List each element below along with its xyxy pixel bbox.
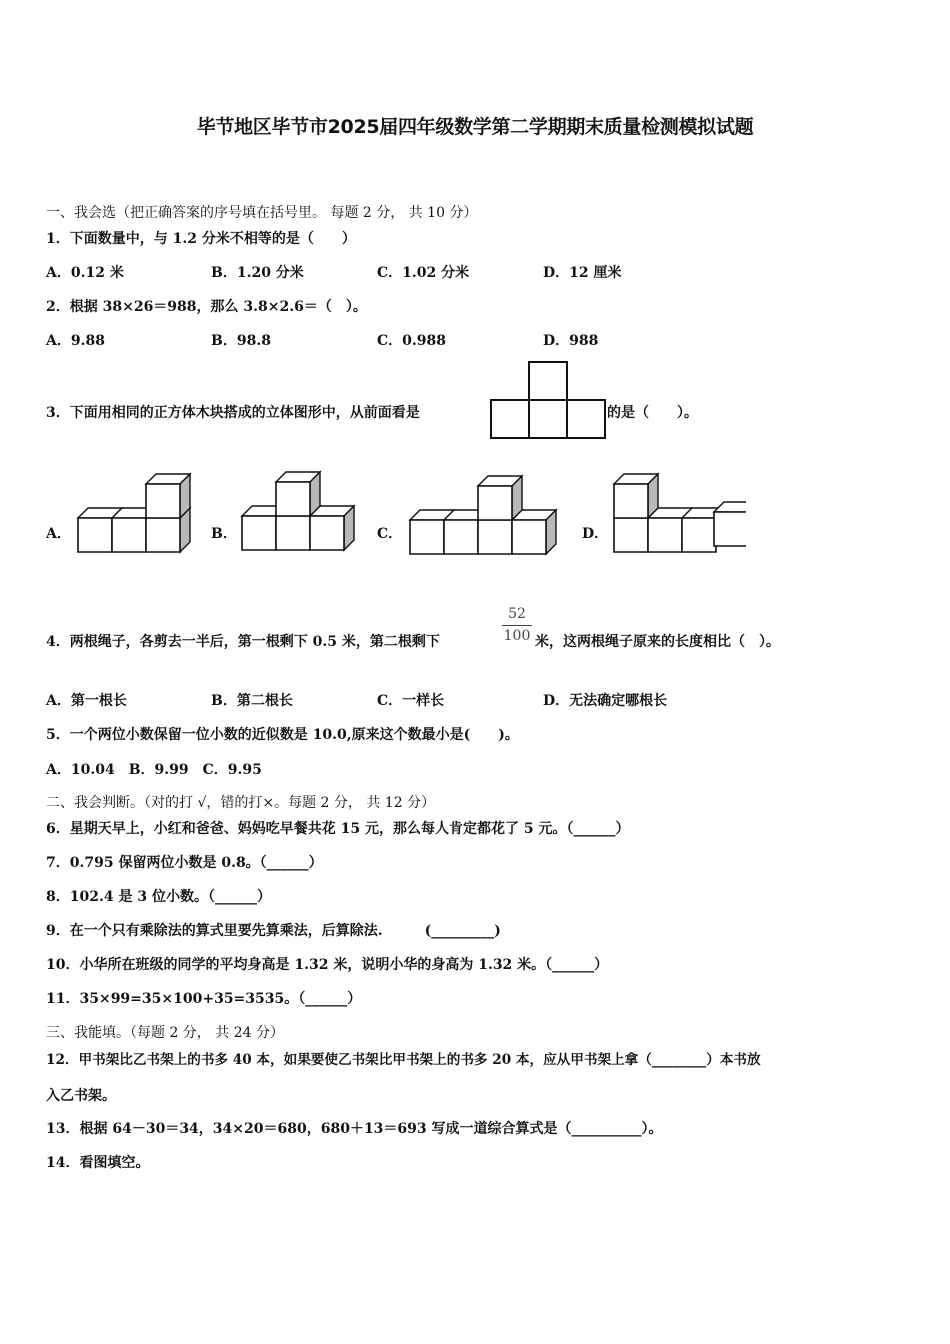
cube-front-face: [478, 486, 512, 520]
question-1: 1．下面数量中，与 1.2 分米不相等的是（ ）: [46, 231, 356, 247]
q1-option-d: D．12 厘米: [543, 265, 622, 281]
cube-front-face: [78, 518, 112, 552]
question-3-suffix: 的是（ ）。: [607, 405, 698, 421]
q4-option-c: C．一样长: [377, 693, 445, 709]
question-4-suffix: 米，这两根绳子原来的长度相比（ ）。: [535, 634, 780, 650]
cube-front-face: [682, 518, 716, 552]
question-11: 11．35×99=35×100+35=3535。（______）: [46, 991, 362, 1007]
cube-front-face: [242, 516, 276, 550]
question-3-text: 3．下面用相同的正方体木块搭成的立体图形中，从前面看是: [46, 405, 420, 421]
cube-front-face: [146, 484, 180, 518]
q1-option-c: C．1.02 分米: [377, 265, 470, 281]
cube-front-face: [310, 516, 344, 550]
fraction-denominator: 100: [503, 628, 531, 644]
cube-front-face: [444, 520, 478, 554]
q2-option-c: C．0.988: [377, 333, 446, 349]
cube-front-face: [478, 520, 512, 554]
cube-front-face: [276, 482, 310, 516]
question-6: 6．星期天早上，小红和爸爸、妈妈吃早餐共花 15 元，那么每人肯定都花了 5 元。（______）: [46, 821, 630, 837]
q3-figure-c: [408, 474, 568, 566]
question-12-line-2: 入乙书架。: [46, 1088, 116, 1104]
question-9: 9．在一个只有乘除法的算式里要先算乘法，后算除法. (_________): [46, 923, 501, 939]
question-13: 13．根据 64－30＝34，34×20＝680，680＋13＝693 写成一道综合算式是（__________）。: [46, 1121, 663, 1137]
section-3-header: 三、我能填。（每题 2 分， 共 24 分）: [46, 1025, 284, 1041]
q4-fraction: [500, 604, 534, 646]
cube-front-face: [410, 520, 444, 554]
question-2: 2．根据 38×26＝988，那么 3.8×2.6＝（ ）。: [46, 299, 367, 315]
q3-option-d-label: D．: [582, 526, 609, 542]
q5-options: A．10.04 B．9.99 C．9.95: [46, 762, 262, 778]
question-12-line-1: 12．甲书架比乙书架上的书多 40 本，如果要使乙书架比甲书架上的书多 20 本，应从甲书架上拿（________）本书放: [46, 1052, 761, 1068]
cube-top-face: [714, 502, 746, 512]
q1-option-a: A．0.12 米: [46, 265, 124, 281]
fraction-numerator: 52: [508, 606, 526, 622]
cube-front-face: [614, 518, 648, 552]
question-4-text: 4．两根绳子，各剪去一半后，第一根剩下 0.5 米，第二根剩下: [46, 634, 440, 650]
cube-front-face: [112, 518, 146, 552]
q3-figure-b: [240, 470, 374, 562]
section-2-header: 二、我会判断。（对的打 √，错的打×。每题 2 分， 共 12 分）: [46, 795, 436, 811]
cube-front-face: [648, 518, 682, 552]
cube-front-face: [146, 518, 180, 552]
section-1-header: 一、我会选（把正确答案的序号填在括号里。 每题 2 分， 共 10 分）: [46, 205, 478, 221]
question-8: 8．102.4 是 3 位小数。（______）: [46, 889, 271, 905]
q1-option-b: B．1.20 分米: [211, 265, 304, 281]
question-5: 5．一个两位小数保留一位小数的近似数是 10.0,原来这个数最小是( )。: [46, 727, 519, 743]
q4-option-d: D．无法确定哪根长: [543, 693, 668, 709]
q2-option-b: B．98.8: [211, 333, 271, 349]
cube-front-face: [614, 484, 648, 518]
q3-option-a-label: A．: [46, 526, 71, 542]
q4-option-a: A．第一根长: [46, 693, 127, 709]
front-view-figure: [490, 360, 608, 442]
cube-front-face: [512, 520, 546, 554]
page-title: 毕节地区毕节市2025届四年级数学第二学期期末质量检测模拟试题: [196, 116, 754, 138]
question-7: 7．0.795 保留两位小数是 0.8。（______）: [46, 855, 323, 871]
question-10: 10．小华所在班级的同学的平均身高是 1.32 米，说明小华的身高为 1.32 米。（______）: [46, 957, 609, 973]
cube-front-face: [714, 512, 746, 546]
q4-option-b: B．第二根长: [211, 693, 293, 709]
q3-figure-d: [612, 470, 746, 562]
question-14: 14．看图填空。: [46, 1155, 150, 1171]
q3-option-b-label: B．: [211, 526, 237, 542]
cube-front-face: [276, 516, 310, 550]
q3-option-c-label: C．: [377, 526, 403, 542]
q2-option-d: D．988: [543, 333, 599, 349]
q3-figure-a: [76, 470, 210, 562]
q2-option-a: A．9.88: [46, 333, 105, 349]
